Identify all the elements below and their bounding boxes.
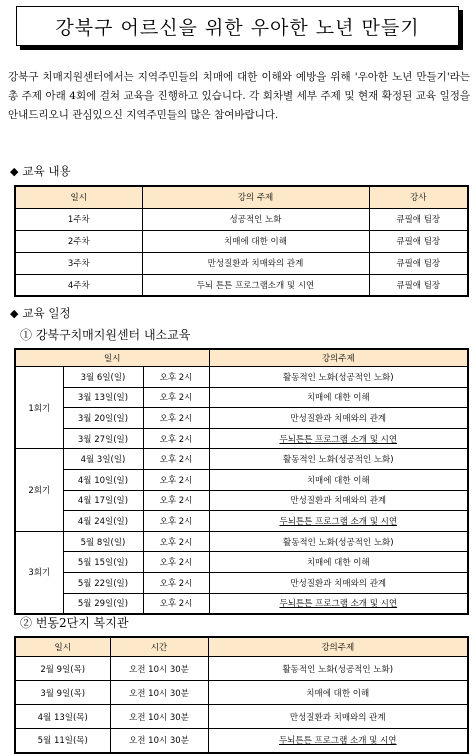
table-row xyxy=(15,367,468,388)
topic-cell: 만성질환과 치매와의 관계 xyxy=(209,408,468,429)
page-title: 강북구 어르신을 위한 우아한 노년 만들기 xyxy=(55,16,420,39)
table-row xyxy=(15,729,468,753)
center-schedule-table xyxy=(14,348,469,615)
diamond-bullet-icon: ◆ xyxy=(10,165,19,178)
table-row xyxy=(15,230,468,252)
topic-cell: 활동적인 노화(성공적인 노화) xyxy=(209,449,468,470)
session-label: 1회기 xyxy=(15,367,63,449)
intro-paragraph: 강북구 치매지원센터에서는 지역주민들의 치매에 대한 이해와 예방을 위해 '우아한 노년 만들기'라는 총 주제 아래 4회에 걸쳐 교육을 진행하고 있습니다. 각 회차별 세부 주제 및 현재 확정된 교육 일정을 안내드리오니 관심있으신 지역주민들의 많은 참여바랍니다. xyxy=(8,71,470,121)
topic-cell: 두뇌튼튼 프로그램 소개 및 시연 xyxy=(209,593,468,614)
time-cell: 오후 2시 xyxy=(143,572,209,593)
topic-cell: 두뇌 튼튼 프로그램소개 및 시연 xyxy=(142,274,369,296)
header-date: 일시 xyxy=(15,186,142,208)
title-box xyxy=(16,6,459,46)
time-cell: 오후 2시 xyxy=(143,552,209,573)
date-cell: 4월 13일(목) xyxy=(15,705,110,729)
week-cell: 2주차 xyxy=(15,230,142,252)
instructor-cell: 큐필애 팀장 xyxy=(369,252,468,274)
header-date: 일시 xyxy=(15,637,110,657)
table-row xyxy=(15,490,468,511)
topic-cell: 활동적인 노화(성공적인 노화) xyxy=(209,531,468,552)
session-label: 3회기 xyxy=(15,531,63,613)
time-cell: 오후 2시 xyxy=(143,428,209,449)
subsection-welfare-title: ② 번동2단지 복지관 xyxy=(20,616,129,630)
date-cell: 5월 22일(일) xyxy=(63,572,143,593)
table-row xyxy=(15,428,468,449)
header-instructor: 강사 xyxy=(369,186,468,208)
time-cell: 오후 2시 xyxy=(143,367,209,388)
table-row xyxy=(15,572,468,593)
date-cell: 3월 27일(일) xyxy=(63,428,143,449)
content-table xyxy=(14,185,469,297)
header-topic: 강의 주제 xyxy=(142,186,369,208)
topic-cell: 활동적인 노화(성공적인 노화) xyxy=(209,367,468,388)
topic-cell: 치매에 대한 이해 xyxy=(209,552,468,573)
time-cell: 오후 2시 xyxy=(143,408,209,429)
topic-cell: 만성질환과 치매와의 관계 xyxy=(209,490,468,511)
table-row xyxy=(15,511,468,532)
time-cell: 오후 2시 xyxy=(143,449,209,470)
time-cell: 오전 10시 30분 xyxy=(110,657,208,681)
section-education-content xyxy=(10,163,71,179)
table-row xyxy=(15,593,468,614)
date-cell: 5월 29일(일) xyxy=(63,593,143,614)
table-row xyxy=(15,681,468,705)
header-date: 일시 xyxy=(15,349,209,367)
time-cell: 오후 2시 xyxy=(143,593,209,614)
table-row xyxy=(15,552,468,573)
topic-cell: 치매에 대한 이해 xyxy=(209,387,468,408)
time-cell: 오후 2시 xyxy=(143,387,209,408)
table-row xyxy=(15,449,468,470)
date-cell: 5월 8일(일) xyxy=(63,531,143,552)
section-title: 교육 내용 xyxy=(22,164,71,178)
table-row xyxy=(15,531,468,552)
time-cell: 오후 2시 xyxy=(143,511,209,532)
topic-cell: 치매에 대한 이해 xyxy=(208,681,468,705)
time-cell: 오전 10시 30분 xyxy=(110,681,208,705)
topic-cell: 만성질환과 치매와의 관계 xyxy=(209,572,468,593)
diamond-bullet-icon: ◆ xyxy=(10,307,19,320)
date-cell: 5월 15일(일) xyxy=(63,552,143,573)
week-cell: 3주차 xyxy=(15,252,142,274)
table-row xyxy=(15,208,468,230)
topic-cell: 치매에 대한 이해 xyxy=(142,230,369,252)
date-cell: 3월 9일(목) xyxy=(15,681,110,705)
table-row xyxy=(15,252,468,274)
topic-cell: 만성질환과 치매와의 관계 xyxy=(208,705,468,729)
table-row xyxy=(15,705,468,729)
section-education-schedule xyxy=(10,305,71,321)
topic-cell: 만성질환과 치매와의 관계 xyxy=(142,252,369,274)
topic-cell: 활동적인 노화(성공적인 노화) xyxy=(208,657,468,681)
date-cell: 4월 3일(일) xyxy=(63,449,143,470)
topic-cell: 성공적인 노화 xyxy=(142,208,369,230)
table-row xyxy=(15,657,468,681)
subsection-center-title: ① 강북구치매지원센터 내소교육 xyxy=(20,328,191,342)
date-cell: 3월 20일(일) xyxy=(63,408,143,429)
week-cell: 1주차 xyxy=(15,208,142,230)
table-row xyxy=(15,469,468,490)
table-row xyxy=(15,274,468,296)
date-cell: 3월 6일(일) xyxy=(63,367,143,388)
date-cell: 5월 11일(목) xyxy=(15,729,110,753)
date-cell: 4월 17일(일) xyxy=(63,490,143,511)
header-time: 시간 xyxy=(110,637,208,657)
time-cell: 오전 10시 30분 xyxy=(110,729,208,753)
time-cell: 오후 2시 xyxy=(143,469,209,490)
date-cell: 4월 10일(일) xyxy=(63,469,143,490)
topic-cell: 두뇌튼튼 프로그램 소개 및 시연 xyxy=(209,428,468,449)
week-cell: 4주차 xyxy=(15,274,142,296)
header-topic: 강의주제 xyxy=(209,349,468,367)
date-cell: 3월 13일(일) xyxy=(63,387,143,408)
topic-cell: 두뇌튼튼 프로그램 소개 및 시연 xyxy=(209,511,468,532)
time-cell: 오후 2시 xyxy=(143,490,209,511)
topic-cell: 두뇌튼튼 프로그램 소개 및 시연 xyxy=(208,729,468,753)
section-title: 교육 일정 xyxy=(22,306,71,320)
date-cell: 4월 24일(일) xyxy=(63,511,143,532)
date-cell: 2월 9일(목) xyxy=(15,657,110,681)
table-row xyxy=(15,387,468,408)
time-cell: 오후 2시 xyxy=(143,531,209,552)
instructor-cell: 큐필애 팀장 xyxy=(369,230,468,252)
header-topic: 강의주제 xyxy=(208,637,468,657)
welfare-schedule-table xyxy=(14,636,469,754)
topic-cell: 치매에 대한 이해 xyxy=(209,469,468,490)
table-row xyxy=(15,408,468,429)
session-label: 2회기 xyxy=(15,449,63,531)
instructor-cell: 큐필애 팀장 xyxy=(369,274,468,296)
time-cell: 오전 10시 30분 xyxy=(110,705,208,729)
instructor-cell: 큐필애 팀장 xyxy=(369,208,468,230)
